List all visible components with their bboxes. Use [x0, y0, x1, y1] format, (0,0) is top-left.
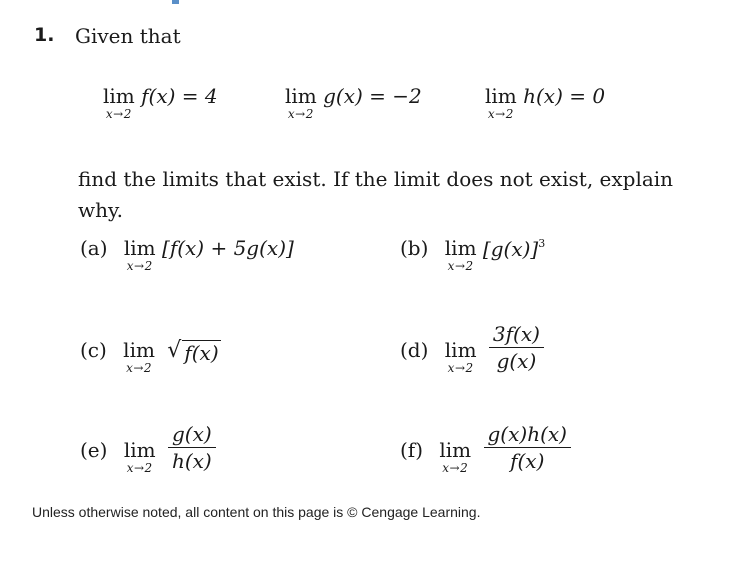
numerator: 3f(x) [489, 324, 544, 348]
lim-word: lim [439, 438, 472, 462]
part-label: (c) [80, 338, 107, 362]
exponent: 3 [538, 237, 546, 250]
part-b [400, 238, 545, 272]
lim-word: lim [123, 338, 155, 362]
square-root [167, 340, 220, 363]
part-d [400, 324, 544, 374]
task-instructions: find the limits that exist. If the limit does not exist, explain why. [78, 167, 674, 222]
lim-subscript: x→2 [126, 259, 153, 273]
lim-subscript: x→2 [487, 107, 514, 121]
lim-subscript: x→2 [287, 107, 314, 121]
copyright-footer: Unless otherwise noted, all content on this page is © Cengage Learning. [32, 504, 481, 520]
fraction [489, 324, 544, 371]
lim-subscript: x→2 [105, 107, 132, 121]
lim-word: lim [103, 84, 135, 108]
radicand: f(x) [184, 341, 219, 365]
part-label: (a) [80, 236, 108, 260]
radical-sign: √ [167, 338, 182, 363]
part-label: (e) [80, 438, 108, 462]
fraction [484, 424, 571, 471]
numerator: g(x)h(x) [484, 424, 571, 448]
lim-subscript: x→2 [442, 461, 469, 475]
lim-word: lim [444, 338, 477, 362]
lim-subscript: x→2 [447, 361, 474, 375]
lim-word: lim [123, 438, 156, 462]
lim-word: lim [123, 236, 156, 260]
lim-word: lim [285, 84, 317, 108]
lim-subscript: x→2 [447, 259, 474, 273]
lim-subscript: x→2 [126, 361, 153, 375]
part-expression: [f(x) + 5g(x)] [162, 236, 294, 260]
denominator: h(x) [171, 449, 212, 473]
part-a [80, 238, 294, 272]
lim-word: lim [485, 84, 517, 108]
fraction [168, 424, 216, 471]
part-f [400, 424, 571, 474]
part-label: (b) [400, 236, 429, 260]
denominator: g(x) [496, 349, 537, 373]
part-label: (f) [400, 438, 424, 462]
part-expression: [g(x)] [482, 237, 539, 261]
lim-subscript: x→2 [126, 461, 153, 475]
lim-word: lim [444, 236, 477, 260]
numerator: g(x) [168, 424, 216, 448]
problem-number: 1. [34, 24, 55, 46]
part-label: (d) [400, 338, 429, 362]
given-expression: g(x) = −2 [323, 84, 422, 108]
denominator: f(x) [510, 449, 545, 473]
given-limit-g [285, 86, 422, 120]
given-limit-f [103, 86, 218, 120]
given-limit-h [485, 86, 605, 120]
page-top-accent [172, 0, 179, 4]
given-expression: h(x) = 0 [523, 84, 606, 108]
part-c [80, 340, 221, 374]
part-e [80, 424, 216, 474]
given-expression: f(x) = 4 [141, 84, 218, 108]
problem-intro: Given that [75, 24, 181, 48]
